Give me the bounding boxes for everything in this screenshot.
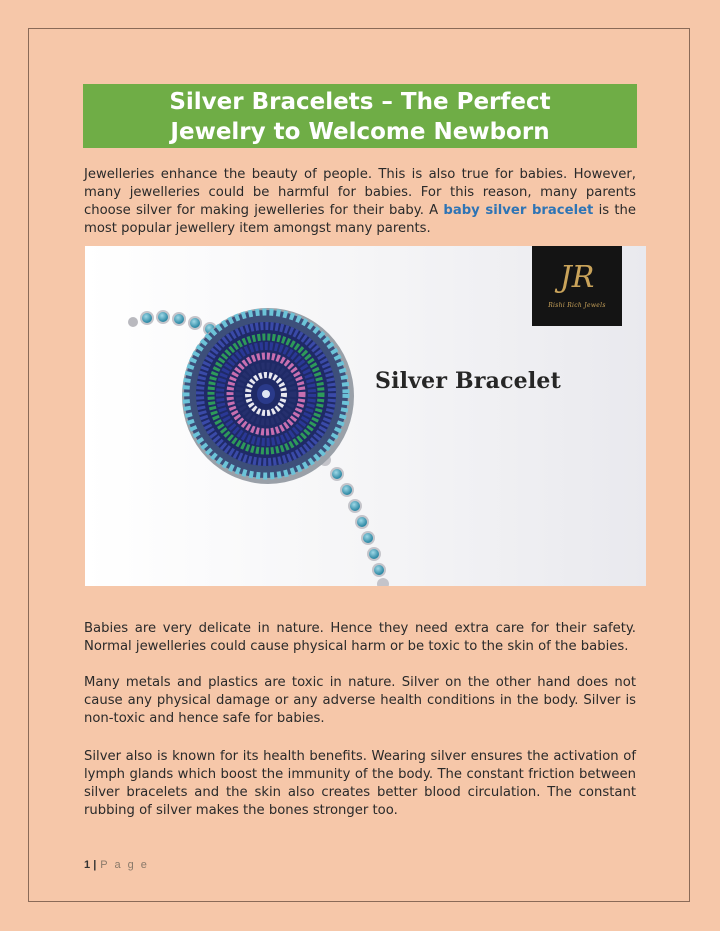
hero-image (85, 246, 646, 586)
image-caption: Silver Bracelet (375, 368, 561, 394)
brand-logo (532, 246, 622, 326)
baby-silver-bracelet-link[interactable]: baby silver bracelet (443, 203, 594, 218)
title-line-2: Jewelry to Welcome Newborn (170, 119, 550, 145)
page-label: P a g e (100, 859, 149, 871)
paragraph-health-benefits: Silver also is known for its health benefits. Wearing silver ensures the activation of lymph glands which boost the immunity of the body. The constant friction between silver bracelets and the skin also creates better blood circulation. The constant rubbing of silver makes the bones stronger too. (84, 749, 636, 818)
title-banner (83, 84, 637, 148)
page-number: 1 (84, 859, 91, 871)
intro-text-after: is the most popular jewellery item amongst many parents. (84, 203, 636, 236)
intro-paragraph (84, 166, 636, 238)
paragraph-toxic-metals: Many metals and plastics are toxic in nature. Silver on the other hand does not cause any physical damage or any adverse health conditions in the body. Silver is non-toxic and hence safe for babies. (84, 675, 636, 726)
page-footer (84, 859, 149, 871)
paragraph-delicate: Babies are very delicate in nature. Hence they need extra care for their safety. Normal jewelleries could cause physical harm or be toxic to the skin of the babies. (84, 621, 636, 654)
intro-text: Jewelleries enhance the beauty of people. This is also true for babies. However, many jewelleries could be harmful for babies. For this reason, many parents choose silver for making jewelleries for their baby. A (84, 167, 636, 218)
title-line-1: Silver Bracelets – The Perfect (169, 89, 551, 115)
logo-text: Rishi Rich Jewels (548, 302, 606, 309)
logo-monogram: JR (559, 260, 595, 295)
footer-separator: | (93, 859, 97, 871)
